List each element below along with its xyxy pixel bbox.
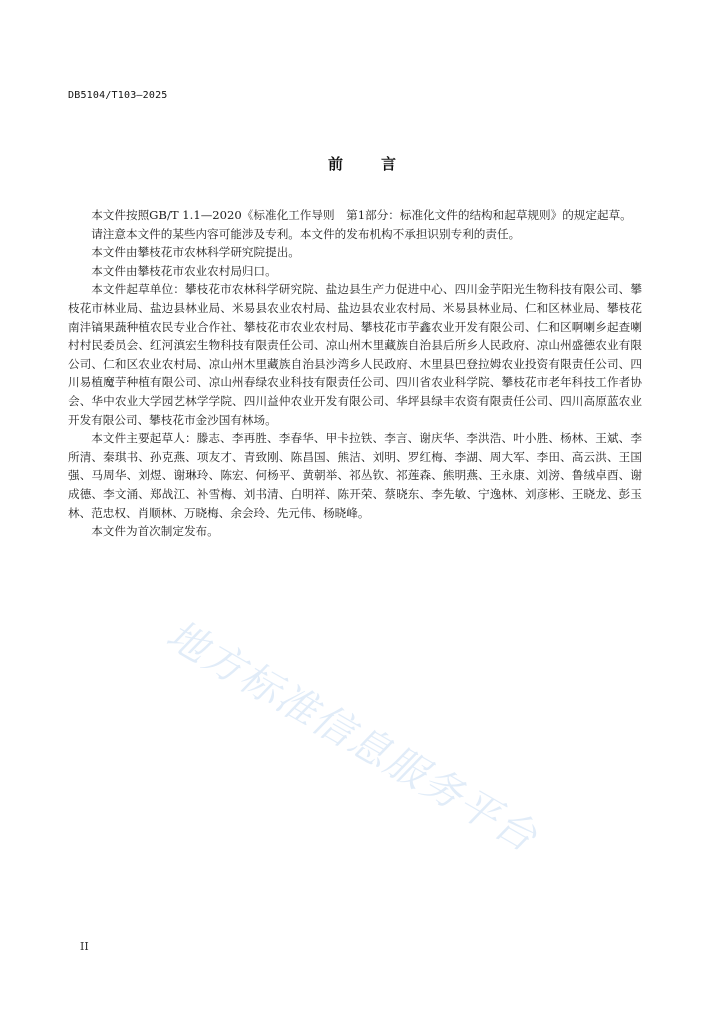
paragraph-drafters: 本文件主要起草人：滕志、李再胜、李春华、甲卡拉铁、李言、谢庆华、李洪浩、叶小胜、杨林、王斌、李所清、秦琪书、孙克燕、项友才、青致刚、陈昌国、熊洁、刘明、罗红梅、李湖、周大军、李田、高云洪、王国强、马周华、刘煜、谢琳玲、陈宏、何杨平、黄朝举、祁丛钦、祁莲森、熊明燕、王永康、刘滂、鲁绒卓酉、谢成德、李文涌、郑战江、补雪梅、刘书清、白明祥、陈开荣、蔡晓东、李先敏、宁逸林、刘彦彬、王晓龙、彭玉林、范忠权、肖顺林、万晓梅、余会玲、先元伟、杨晓峰。 — [68, 431, 642, 520]
document-code: DB5104/T103—2025 — [68, 90, 168, 101]
foreword-body — [68, 206, 642, 541]
paragraph-drafting-rules: 本文件按照GB/T 1.1—2020《标准化工作导则 第1部分：标准化文件的结构和起草规则》的规定起草。 — [91, 208, 632, 222]
paragraph-patent-notice: 请注意本文件的某些内容可能涉及专利。本文件的发布机构不承担识别专利的责任。 — [91, 226, 521, 241]
paragraph-centralized-unit: 本文件由攀枝花市农业农村局归口。 — [91, 263, 277, 278]
paragraph-first-release: 本文件为首次制定发布。 — [91, 524, 219, 539]
title-char-1: 前 — [327, 155, 343, 173]
page-number: II — [80, 940, 89, 953]
paragraph-proposer: 本文件由攀枝花市农林科学研究院提出。 — [91, 245, 300, 260]
title-char-2: 言 — [381, 155, 397, 173]
page-title — [0, 153, 724, 174]
paragraph-drafting-units: 本文件起草单位：攀枝花市农林科学研究院、盐边县生产力促进中心、四川金芋阳光生物科技有限公司、攀枝花市林业局、盐边县林业局、米易县农业农村局、盐边县农业农村局、米易县林业局、仁和区林业局、攀枝花南沣镐果蔬种植农民专业合作社、攀枝花市农业农村局、攀枝花市芋鑫农业开发有限公司、仁和区啊喇乡起查喇村村民委员会、红河滇宏生物科技有限责任公司、凉山州木里藏族自治县后所乡人民政府、凉山州盛德农业有限公司、仁和区农业农村局、凉山州木里藏族自治县沙湾乡人民政府、木里县巴登拉姆农业投资有限责任公司、四川易植魔芋种植有限公司、凉山州春绿农业科技有限责任公司、四川省农业科学院、攀枝花市老年科技工作者协会、华中农业大学园艺林学学院、四川益仲农业开发有限公司、华坪县绿丰农资有限责任公司、四川高原蓝农业开发有限公司、攀枝花市金沙国有林场。 — [68, 282, 642, 427]
watermark-text: 地方标准信息服务平台 — [158, 611, 546, 862]
